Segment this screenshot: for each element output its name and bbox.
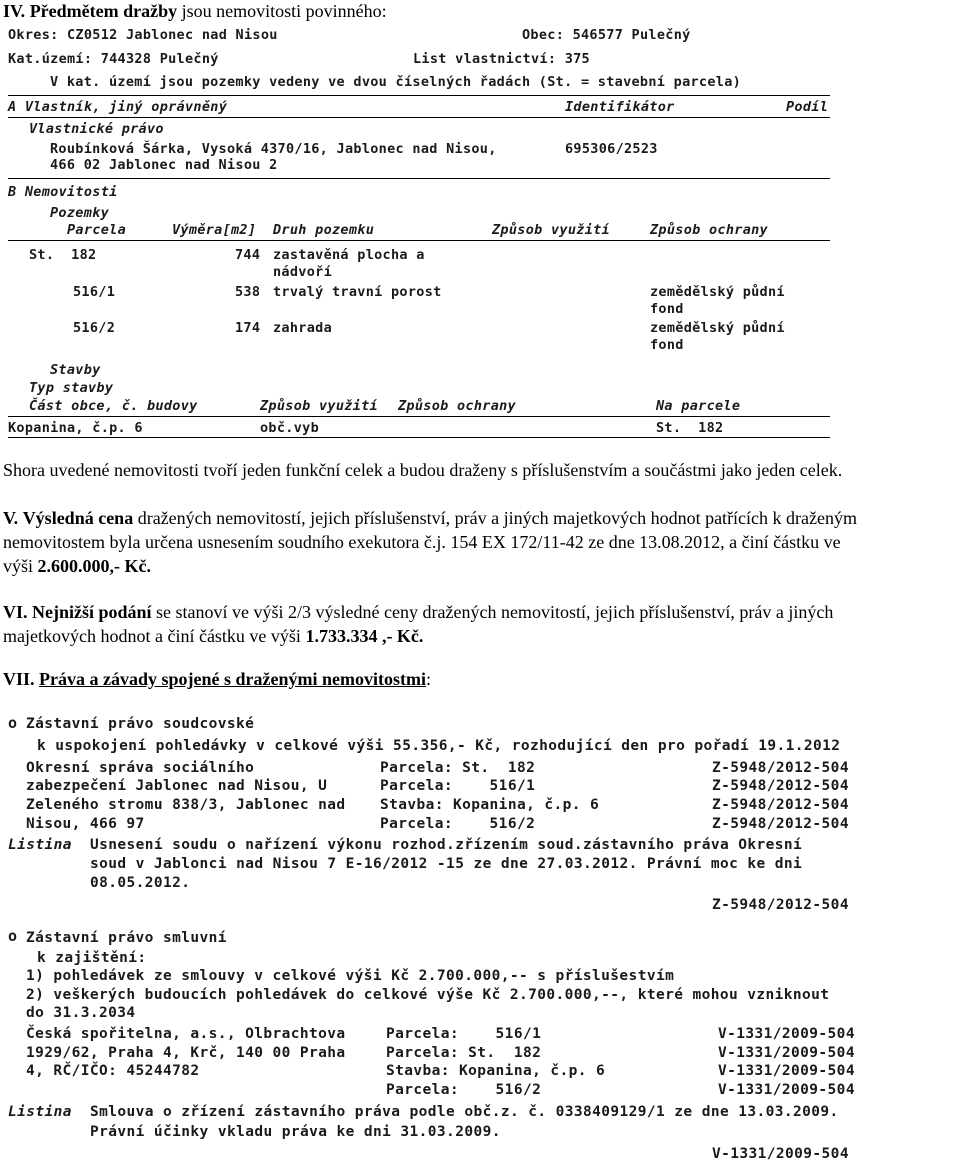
lv-divider xyxy=(8,240,830,241)
lien2-item: do 31.3.2034 xyxy=(26,1005,136,1021)
lv-owner-id: 695306/2523 xyxy=(565,141,658,157)
lien1-ref: Z-5948/2012-504 xyxy=(712,797,849,813)
lien1-subtitle: k uspokojení pohledávky v celkové výši 55.356,- Kč, rozhodující den pro pořadí 19.1.2012 xyxy=(37,738,841,754)
lien2-object: Parcela: 516/1 xyxy=(386,1026,542,1042)
parcel-row-parcela: 516/1 xyxy=(73,284,116,300)
section-iv-heading xyxy=(3,0,387,22)
lv-col-ochrana2: Způsob ochrany xyxy=(398,398,516,414)
lv-podil: Podíl xyxy=(786,99,829,115)
lien1-listina-line: soud v Jablonci nad Nisou 7 E-16/2012 -15 ze dne 27.03.2012. Právní moc ke dni xyxy=(90,856,803,872)
section-iv-bold: Předmětem dražby xyxy=(29,1,178,21)
lv-col-druh: Druh pozemku xyxy=(273,222,375,238)
lv-owner-line1: Roubínková Šárka, Vysoká 4370/16, Jablonec nad Nisou, xyxy=(50,141,497,157)
lien2-listina-line: Smlouva o zřízení zástavního práva podle obč.z. č. 0338409129/1 ze dne 13.03.2009. xyxy=(90,1104,839,1120)
lien2-zajisteni: k zajištění: xyxy=(37,950,147,966)
lien2-ref: V-1331/2009-504 xyxy=(718,1026,855,1042)
lv-typ-stavby: Typ stavby xyxy=(29,380,114,396)
parcel-row-ochrana: zemědělský půdní xyxy=(650,284,785,300)
lv-okres: Okres: CZ0512 Jablonec nad Nisou xyxy=(8,27,278,43)
lien2-title: Zástavní právo smluvní xyxy=(26,930,227,946)
lv-divider xyxy=(8,117,830,118)
section-vi-bold: Nejnižší podání xyxy=(32,602,152,622)
section-vi xyxy=(3,601,960,647)
lien1-listina-label: Listina xyxy=(8,837,72,853)
lv-obec: Obec: 546577 Pulečný xyxy=(522,27,691,43)
lien2-object: Stavba: Kopanina, č.p. 6 xyxy=(386,1063,606,1079)
lien1-listina-line: Usnesení soudu o nařízení výkonu rozhod.zřízením soud.zástavního práva Okresní xyxy=(90,837,803,853)
lien2-listina-line: Právní účinky vkladu práva ke dni 31.03.2009. xyxy=(90,1124,501,1140)
section-v-bold: Výsledná cena xyxy=(22,508,134,528)
parcel-row-ochrana: fond xyxy=(650,337,684,353)
section-vii-heading xyxy=(3,668,431,690)
lien2-creditor: 1929/62, Praha 4, Krč, 140 00 Praha xyxy=(26,1045,346,1061)
lv-col-vyuziti: Způsob využití xyxy=(492,222,610,238)
section-iv-text: jsou nemovitosti povinného: xyxy=(177,1,387,21)
lien1-creditor: Nisou, 466 97 xyxy=(26,816,145,832)
lv-stavby: Stavby xyxy=(50,362,101,378)
section-v-line1: dražených nemovitostí, jejich příslušenství, práv a jiných majetkových hodnot patřících k draženým xyxy=(133,508,857,528)
lien2-listina-label: Listina xyxy=(8,1104,72,1120)
lien1-object: Parcela: 516/2 xyxy=(380,816,536,832)
parcel-row-druh: trvalý travní porost xyxy=(273,284,442,300)
parcel-row-vymera: 174 xyxy=(235,320,261,336)
lv-divider xyxy=(8,178,830,179)
paragraph-shora: Shora uvedené nemovitosti tvoří jeden funkční celek a budou draženy s příslušenstvím a součástmi jako jeden celek. xyxy=(3,460,843,480)
parcel-row-vymera: 744 xyxy=(235,247,261,263)
lien2-object: Parcela: 516/2 xyxy=(386,1082,542,1098)
section-vi-number: VI. xyxy=(3,602,28,622)
lien1-ref: Z-5948/2012-504 xyxy=(712,816,849,832)
lien1-bullet: o xyxy=(8,714,18,732)
lv-divider xyxy=(8,416,830,417)
lien1-creditor: Zeleného stromu 838/3, Jablonec nad xyxy=(26,797,346,813)
parcel-row-parcela: St. 182 xyxy=(29,247,97,263)
lv-col-na-parcele: Na parcele xyxy=(656,398,741,414)
lv-katuzemi: Kat.území: 744328 Pulečný xyxy=(8,51,219,67)
lv-col-parcela: Parcela xyxy=(67,222,126,238)
section-iv-number: IV. xyxy=(3,1,26,21)
lien2-creditor: Česká spořitelna, a.s., Olbrachtova xyxy=(26,1026,346,1042)
lv-note: V kat. území jsou pozemky vedeny ve dvou číselných řadách (St. = stavební parcela) xyxy=(50,74,742,90)
section-v-number: V. xyxy=(3,508,19,528)
building-use: obč.vyb xyxy=(260,420,319,436)
lien2-object: Parcela: St. 182 xyxy=(386,1045,542,1061)
lv-list-vlastnictvi: List vlastnictví: 375 xyxy=(413,51,590,67)
building-parcel: St. 182 xyxy=(656,420,724,436)
section-v-amount: 2.600.000,- Kč. xyxy=(37,556,151,576)
lien1-ref: Z-5948/2012-504 xyxy=(712,760,849,776)
lien2-ref: V-1331/2009-504 xyxy=(718,1063,855,1079)
parcel-row-vymera: 538 xyxy=(235,284,261,300)
parcel-row-ochrana: zemědělský půdní xyxy=(650,320,785,336)
section-vii-title: Práva a závady spojené s draženými nemovitostmi xyxy=(39,669,426,689)
lv-vlastnicke-pravo: Vlastnické právo xyxy=(29,121,164,137)
lv-col-vymera: Výměra[m2] xyxy=(172,222,257,238)
section-vii-colon: : xyxy=(425,669,431,689)
section-vi-line1: se stanoví ve výši 2/3 výsledné ceny dražených nemovitostí, jejich příslušenství, práv a jiných xyxy=(151,602,834,622)
lien1-creditor: zabezpečení Jablonec nad Nisou, U xyxy=(26,778,328,794)
lv-col-cast-obce: Část obce, č. budovy xyxy=(29,398,198,414)
section-vi-amount: 1.733.334 ,- Kč. xyxy=(305,626,424,646)
lien1-ref: Z-5948/2012-504 xyxy=(712,778,849,794)
lv-col-vyuziti2: Způsob využití xyxy=(260,398,378,414)
parcel-row-druh: nádvoří xyxy=(273,264,332,280)
lien2-item: 1) pohledávek ze smlouvy v celkové výši Kč 2.700.000,-- s příslušestvím xyxy=(26,968,675,984)
parcel-row-ochrana: fond xyxy=(650,301,684,317)
lv-divider xyxy=(8,95,830,96)
lien2-ref: V-1331/2009-504 xyxy=(718,1082,855,1098)
lv-col-ochrana: Způsob ochrany xyxy=(650,222,768,238)
lv-divider xyxy=(8,437,830,438)
section-vii-number: VII. xyxy=(3,669,35,689)
lien1-listina-ref: Z-5948/2012-504 xyxy=(712,897,849,913)
parcel-row-druh: zastavěná plocha a xyxy=(273,247,425,263)
lien1-listina-line: 08.05.2012. xyxy=(90,875,191,891)
lien1-title: Zástavní právo soudcovské xyxy=(26,716,255,732)
lv-b-header: B Nemovitosti xyxy=(8,184,118,200)
lien1-creditor: Okresní správa sociálního xyxy=(26,760,255,776)
lien2-bullet: o xyxy=(8,927,18,945)
lien1-object: Parcela: St. 182 xyxy=(380,760,536,776)
lv-identifikator: Identifikátor xyxy=(565,99,675,115)
section-v-line3: výši xyxy=(3,556,38,576)
section-v-line2: nemovitostem byla určena usnesením soudního exekutora č.j. 154 EX 172/11-42 ze dne 13.08.2012, a činí částku ve xyxy=(3,532,841,552)
lv-owner-line2: 466 02 Jablonec nad Nisou 2 xyxy=(50,157,278,173)
lien1-object: Parcela: 516/1 xyxy=(380,778,536,794)
lien1-object: Stavba: Kopanina, č.p. 6 xyxy=(380,797,600,813)
lien2-listina-ref: V-1331/2009-504 xyxy=(712,1146,849,1162)
lv-a-header: A Vlastník, jiný oprávněný xyxy=(8,99,228,115)
parcel-row-druh: zahrada xyxy=(273,320,332,336)
section-v xyxy=(3,507,960,577)
lien2-creditor: 4, RČ/IČO: 45244782 xyxy=(26,1063,200,1079)
building-name: Kopanina, č.p. 6 xyxy=(8,420,143,436)
lien2-ref: V-1331/2009-504 xyxy=(718,1045,855,1061)
lv-pozemky: Pozemky xyxy=(50,205,109,221)
parcel-row-parcela: 516/2 xyxy=(73,320,116,336)
lien2-item: 2) veškerých budoucích pohledávek do celkové výše Kč 2.700.000,--, které mohou vzniknout xyxy=(26,987,830,1003)
section-vi-line2: majetkových hodnot a činí částku ve výši xyxy=(3,626,306,646)
